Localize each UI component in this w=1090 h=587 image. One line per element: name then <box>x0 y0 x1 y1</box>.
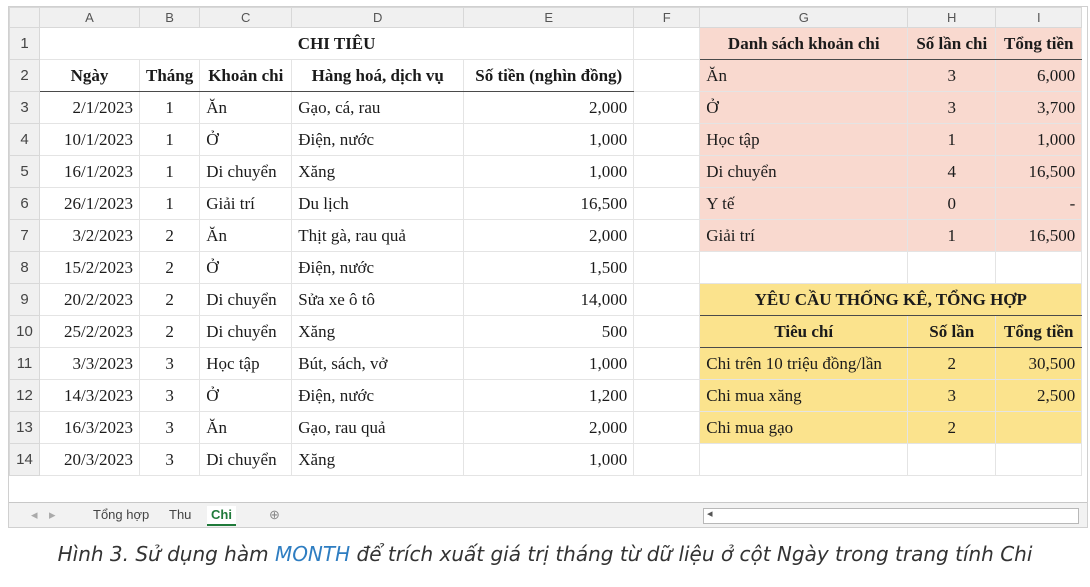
stats-cell[interactable]: 30,500 <box>996 348 1082 380</box>
amount-cell[interactable]: 1,000 <box>464 156 634 188</box>
item-cell[interactable]: Điện, nước <box>292 380 464 412</box>
cell[interactable] <box>634 28 700 60</box>
row-header[interactable]: 4 <box>10 124 40 156</box>
sheet-row <box>10 156 1082 188</box>
date-cell[interactable]: 14/3/2023 <box>40 380 140 412</box>
tab-chi[interactable]: Chi <box>207 506 236 526</box>
stats-cell[interactable]: 2,500 <box>996 380 1082 412</box>
category-cell[interactable]: Giải trí <box>200 188 292 220</box>
main-header-cell[interactable]: Hàng hoá, dịch vụ <box>292 60 464 92</box>
category-cell[interactable]: Ăn <box>200 220 292 252</box>
summary-cell[interactable]: 1,000 <box>996 124 1082 156</box>
summary-header-cell[interactable]: Tổng tiền <box>996 28 1082 60</box>
row-header[interactable]: 14 <box>10 444 40 476</box>
main-header-cell[interactable]: Số tiền (nghìn đồng) <box>464 60 634 92</box>
summary-cell[interactable]: 3,700 <box>996 92 1082 124</box>
cell[interactable] <box>634 380 700 412</box>
date-cell[interactable]: 2/1/2023 <box>40 92 140 124</box>
summary-cell[interactable]: 6,000 <box>996 60 1082 92</box>
amount-cell[interactable]: 14,000 <box>464 284 634 316</box>
cell[interactable] <box>634 60 700 92</box>
item-cell[interactable]: Điện, nước <box>292 124 464 156</box>
main-header-cell[interactable]: Khoản chi <box>200 60 292 92</box>
summary-cell[interactable]: - <box>996 188 1082 220</box>
item-cell[interactable]: Gạo, cá, rau <box>292 92 464 124</box>
sheet-row <box>10 348 1082 380</box>
scroll-left-icon[interactable]: ◂ <box>707 508 713 520</box>
cell[interactable] <box>996 252 1082 284</box>
month-cell[interactable]: 2 <box>140 220 200 252</box>
cell[interactable] <box>996 444 1082 476</box>
summary-cell[interactable]: 3 <box>908 92 996 124</box>
cell[interactable] <box>634 348 700 380</box>
column-header-row <box>10 8 1082 28</box>
row-header[interactable]: 3 <box>10 92 40 124</box>
month-cell[interactable]: 3 <box>140 412 200 444</box>
summary-cell[interactable]: Di chuyển <box>700 156 908 188</box>
tab-scroll-right-icon[interactable]: ▸ <box>49 507 56 522</box>
item-cell[interactable]: Gạo, rau quả <box>292 412 464 444</box>
cell[interactable] <box>908 252 996 284</box>
month-cell[interactable]: 3 <box>140 444 200 476</box>
category-cell[interactable]: Ở <box>200 124 292 156</box>
cell[interactable] <box>908 444 996 476</box>
stats-cell[interactable]: 2 <box>908 348 996 380</box>
cell[interactable] <box>634 156 700 188</box>
amount-cell[interactable]: 2,000 <box>464 412 634 444</box>
sheet-row <box>10 220 1082 252</box>
column-header[interactable]: F <box>634 8 700 28</box>
stats-cell[interactable]: Chi mua gạo <box>700 412 908 444</box>
summary-cell[interactable]: Ăn <box>700 60 908 92</box>
summary-cell[interactable]: 4 <box>908 156 996 188</box>
column-header[interactable]: A <box>40 8 140 28</box>
cell[interactable] <box>634 220 700 252</box>
row-header[interactable]: 7 <box>10 220 40 252</box>
category-cell[interactable]: Ở <box>200 380 292 412</box>
cell[interactable] <box>700 252 908 284</box>
cell[interactable] <box>634 92 700 124</box>
column-header[interactable]: D <box>292 8 464 28</box>
stats-cell[interactable]: Chi mua xăng <box>700 380 908 412</box>
cell[interactable] <box>634 252 700 284</box>
item-cell[interactable]: Xăng <box>292 316 464 348</box>
amount-cell[interactable]: 1,500 <box>464 252 634 284</box>
stats-cell[interactable] <box>996 412 1082 444</box>
row-header[interactable]: 1 <box>10 28 40 60</box>
month-cell[interactable]: 1 <box>140 92 200 124</box>
cell[interactable] <box>634 124 700 156</box>
category-cell[interactable]: Di chuyển <box>200 316 292 348</box>
item-cell[interactable]: Thịt gà, rau quả <box>292 220 464 252</box>
date-cell[interactable]: 20/3/2023 <box>40 444 140 476</box>
date-cell[interactable]: 3/2/2023 <box>40 220 140 252</box>
row-header[interactable]: 11 <box>10 348 40 380</box>
category-cell[interactable]: Ăn <box>200 412 292 444</box>
main-header-cell[interactable]: Ngày <box>40 60 140 92</box>
amount-cell[interactable]: 1,000 <box>464 444 634 476</box>
figure-caption <box>0 542 1090 566</box>
amount-cell[interactable]: 500 <box>464 316 634 348</box>
horizontal-scrollbar[interactable] <box>703 508 1079 524</box>
month-cell[interactable]: 2 <box>140 252 200 284</box>
column-header[interactable]: C <box>200 8 292 28</box>
item-cell[interactable]: Xăng <box>292 156 464 188</box>
amount-cell[interactable]: 16,500 <box>464 188 634 220</box>
row-header[interactable]: 9 <box>10 284 40 316</box>
sheet-row <box>10 284 1082 316</box>
date-cell[interactable]: 26/1/2023 <box>40 188 140 220</box>
main-table-title[interactable]: CHI TIÊU <box>40 28 634 60</box>
amount-cell[interactable]: 2,000 <box>464 220 634 252</box>
row-header[interactable]: 13 <box>10 412 40 444</box>
sheet-row <box>10 252 1082 284</box>
sheet-row <box>10 92 1082 124</box>
item-cell[interactable]: Sửa xe ô tô <box>292 284 464 316</box>
sheet-row <box>10 124 1082 156</box>
add-sheet-icon[interactable]: ⊕ <box>269 507 280 522</box>
summary-cell[interactable]: Giải trí <box>700 220 908 252</box>
category-cell[interactable]: Ăn <box>200 92 292 124</box>
sheet-row <box>10 28 1082 60</box>
caption-prefix: Hình 3. Sử dụng hàm <box>57 542 275 566</box>
stats-header-cell[interactable]: Tiêu chí <box>700 316 908 348</box>
sheet-grid <box>9 7 1082 476</box>
summary-cell[interactable]: Y tế <box>700 188 908 220</box>
column-header[interactable]: H <box>908 8 996 28</box>
item-cell[interactable]: Du lịch <box>292 188 464 220</box>
summary-cell[interactable]: 3 <box>908 60 996 92</box>
sheet-row <box>10 316 1082 348</box>
row-header[interactable]: 2 <box>10 60 40 92</box>
row-header[interactable]: 6 <box>10 188 40 220</box>
cell[interactable] <box>634 316 700 348</box>
tab-thu[interactable]: Thu <box>169 507 192 522</box>
category-cell[interactable]: Học tập <box>200 348 292 380</box>
month-cell[interactable]: 1 <box>140 188 200 220</box>
summary-cell[interactable]: 16,500 <box>996 220 1082 252</box>
spreadsheet <box>8 6 1088 528</box>
category-cell[interactable]: Di chuyển <box>200 284 292 316</box>
sheet-tab-bar <box>9 502 1087 528</box>
row-header[interactable]: 8 <box>10 252 40 284</box>
stats-cell[interactable]: 3 <box>908 380 996 412</box>
summary-cell[interactable]: 1 <box>908 220 996 252</box>
row-header[interactable]: 5 <box>10 156 40 188</box>
caption-suffix: để trích xuất giá trị tháng từ dữ liệu ở cột Ngày trong trang tính Chi <box>350 542 1033 566</box>
sheet-row <box>10 380 1082 412</box>
month-cell[interactable]: 1 <box>140 124 200 156</box>
tab-scroll-left-icon[interactable]: ◂ <box>31 507 38 522</box>
date-cell[interactable]: 20/2/2023 <box>40 284 140 316</box>
sheet-row <box>10 412 1082 444</box>
stats-header-cell[interactable]: Tổng tiền <box>996 316 1082 348</box>
caption-function-name: MONTH <box>274 542 351 566</box>
month-cell[interactable]: 2 <box>140 284 200 316</box>
column-header[interactable]: E <box>464 8 634 28</box>
date-cell[interactable]: 10/1/2023 <box>40 124 140 156</box>
sheet-row <box>10 444 1082 476</box>
row-header[interactable]: 10 <box>10 316 40 348</box>
item-cell[interactable]: Bút, sách, vở <box>292 348 464 380</box>
column-header[interactable]: B <box>140 8 200 28</box>
month-cell[interactable]: 3 <box>140 348 200 380</box>
item-cell[interactable]: Xăng <box>292 444 464 476</box>
date-cell[interactable]: 3/3/2023 <box>40 348 140 380</box>
summary-header-cell[interactable]: Danh sách khoản chi <box>700 28 908 60</box>
item-cell[interactable]: Điện, nước <box>292 252 464 284</box>
stats-header-cell[interactable]: Số lần <box>908 316 996 348</box>
cell[interactable] <box>634 444 700 476</box>
stats-table-title[interactable]: YÊU CẦU THỐNG KÊ, TỔNG HỢP <box>700 284 1082 316</box>
cell[interactable] <box>634 412 700 444</box>
month-cell[interactable]: 3 <box>140 380 200 412</box>
summary-header-cell[interactable]: Số lần chi <box>908 28 996 60</box>
amount-cell[interactable]: 2,000 <box>464 92 634 124</box>
column-header[interactable]: G <box>700 8 908 28</box>
cell[interactable] <box>634 284 700 316</box>
category-cell[interactable]: Di chuyển <box>200 156 292 188</box>
category-cell[interactable]: Ở <box>200 252 292 284</box>
row-header[interactable]: 12 <box>10 380 40 412</box>
summary-cell[interactable]: 0 <box>908 188 996 220</box>
cell[interactable] <box>634 188 700 220</box>
amount-cell[interactable]: 1,000 <box>464 124 634 156</box>
summary-cell[interactable]: Ở <box>700 92 908 124</box>
cell[interactable] <box>700 444 908 476</box>
month-cell[interactable]: 2 <box>140 316 200 348</box>
summary-cell[interactable]: 1 <box>908 124 996 156</box>
summary-cell[interactable]: 16,500 <box>996 156 1082 188</box>
amount-cell[interactable]: 1,200 <box>464 380 634 412</box>
sheet-row <box>10 60 1082 92</box>
stats-cell[interactable]: Chi trên 10 triệu đồng/lần <box>700 348 908 380</box>
main-header-cell[interactable]: Tháng <box>140 60 200 92</box>
stats-cell[interactable]: 2 <box>908 412 996 444</box>
date-cell[interactable]: 16/1/2023 <box>40 156 140 188</box>
sheet-row <box>10 188 1082 220</box>
amount-cell[interactable]: 1,000 <box>464 348 634 380</box>
date-cell[interactable]: 16/3/2023 <box>40 412 140 444</box>
month-cell[interactable]: 1 <box>140 156 200 188</box>
date-cell[interactable]: 15/2/2023 <box>40 252 140 284</box>
summary-cell[interactable]: Học tập <box>700 124 908 156</box>
tab-tong-hop[interactable]: Tổng hợp <box>93 507 150 522</box>
date-cell[interactable]: 25/2/2023 <box>40 316 140 348</box>
category-cell[interactable]: Di chuyển <box>200 444 292 476</box>
select-all-corner[interactable] <box>10 8 40 28</box>
column-header[interactable]: I <box>996 8 1082 28</box>
